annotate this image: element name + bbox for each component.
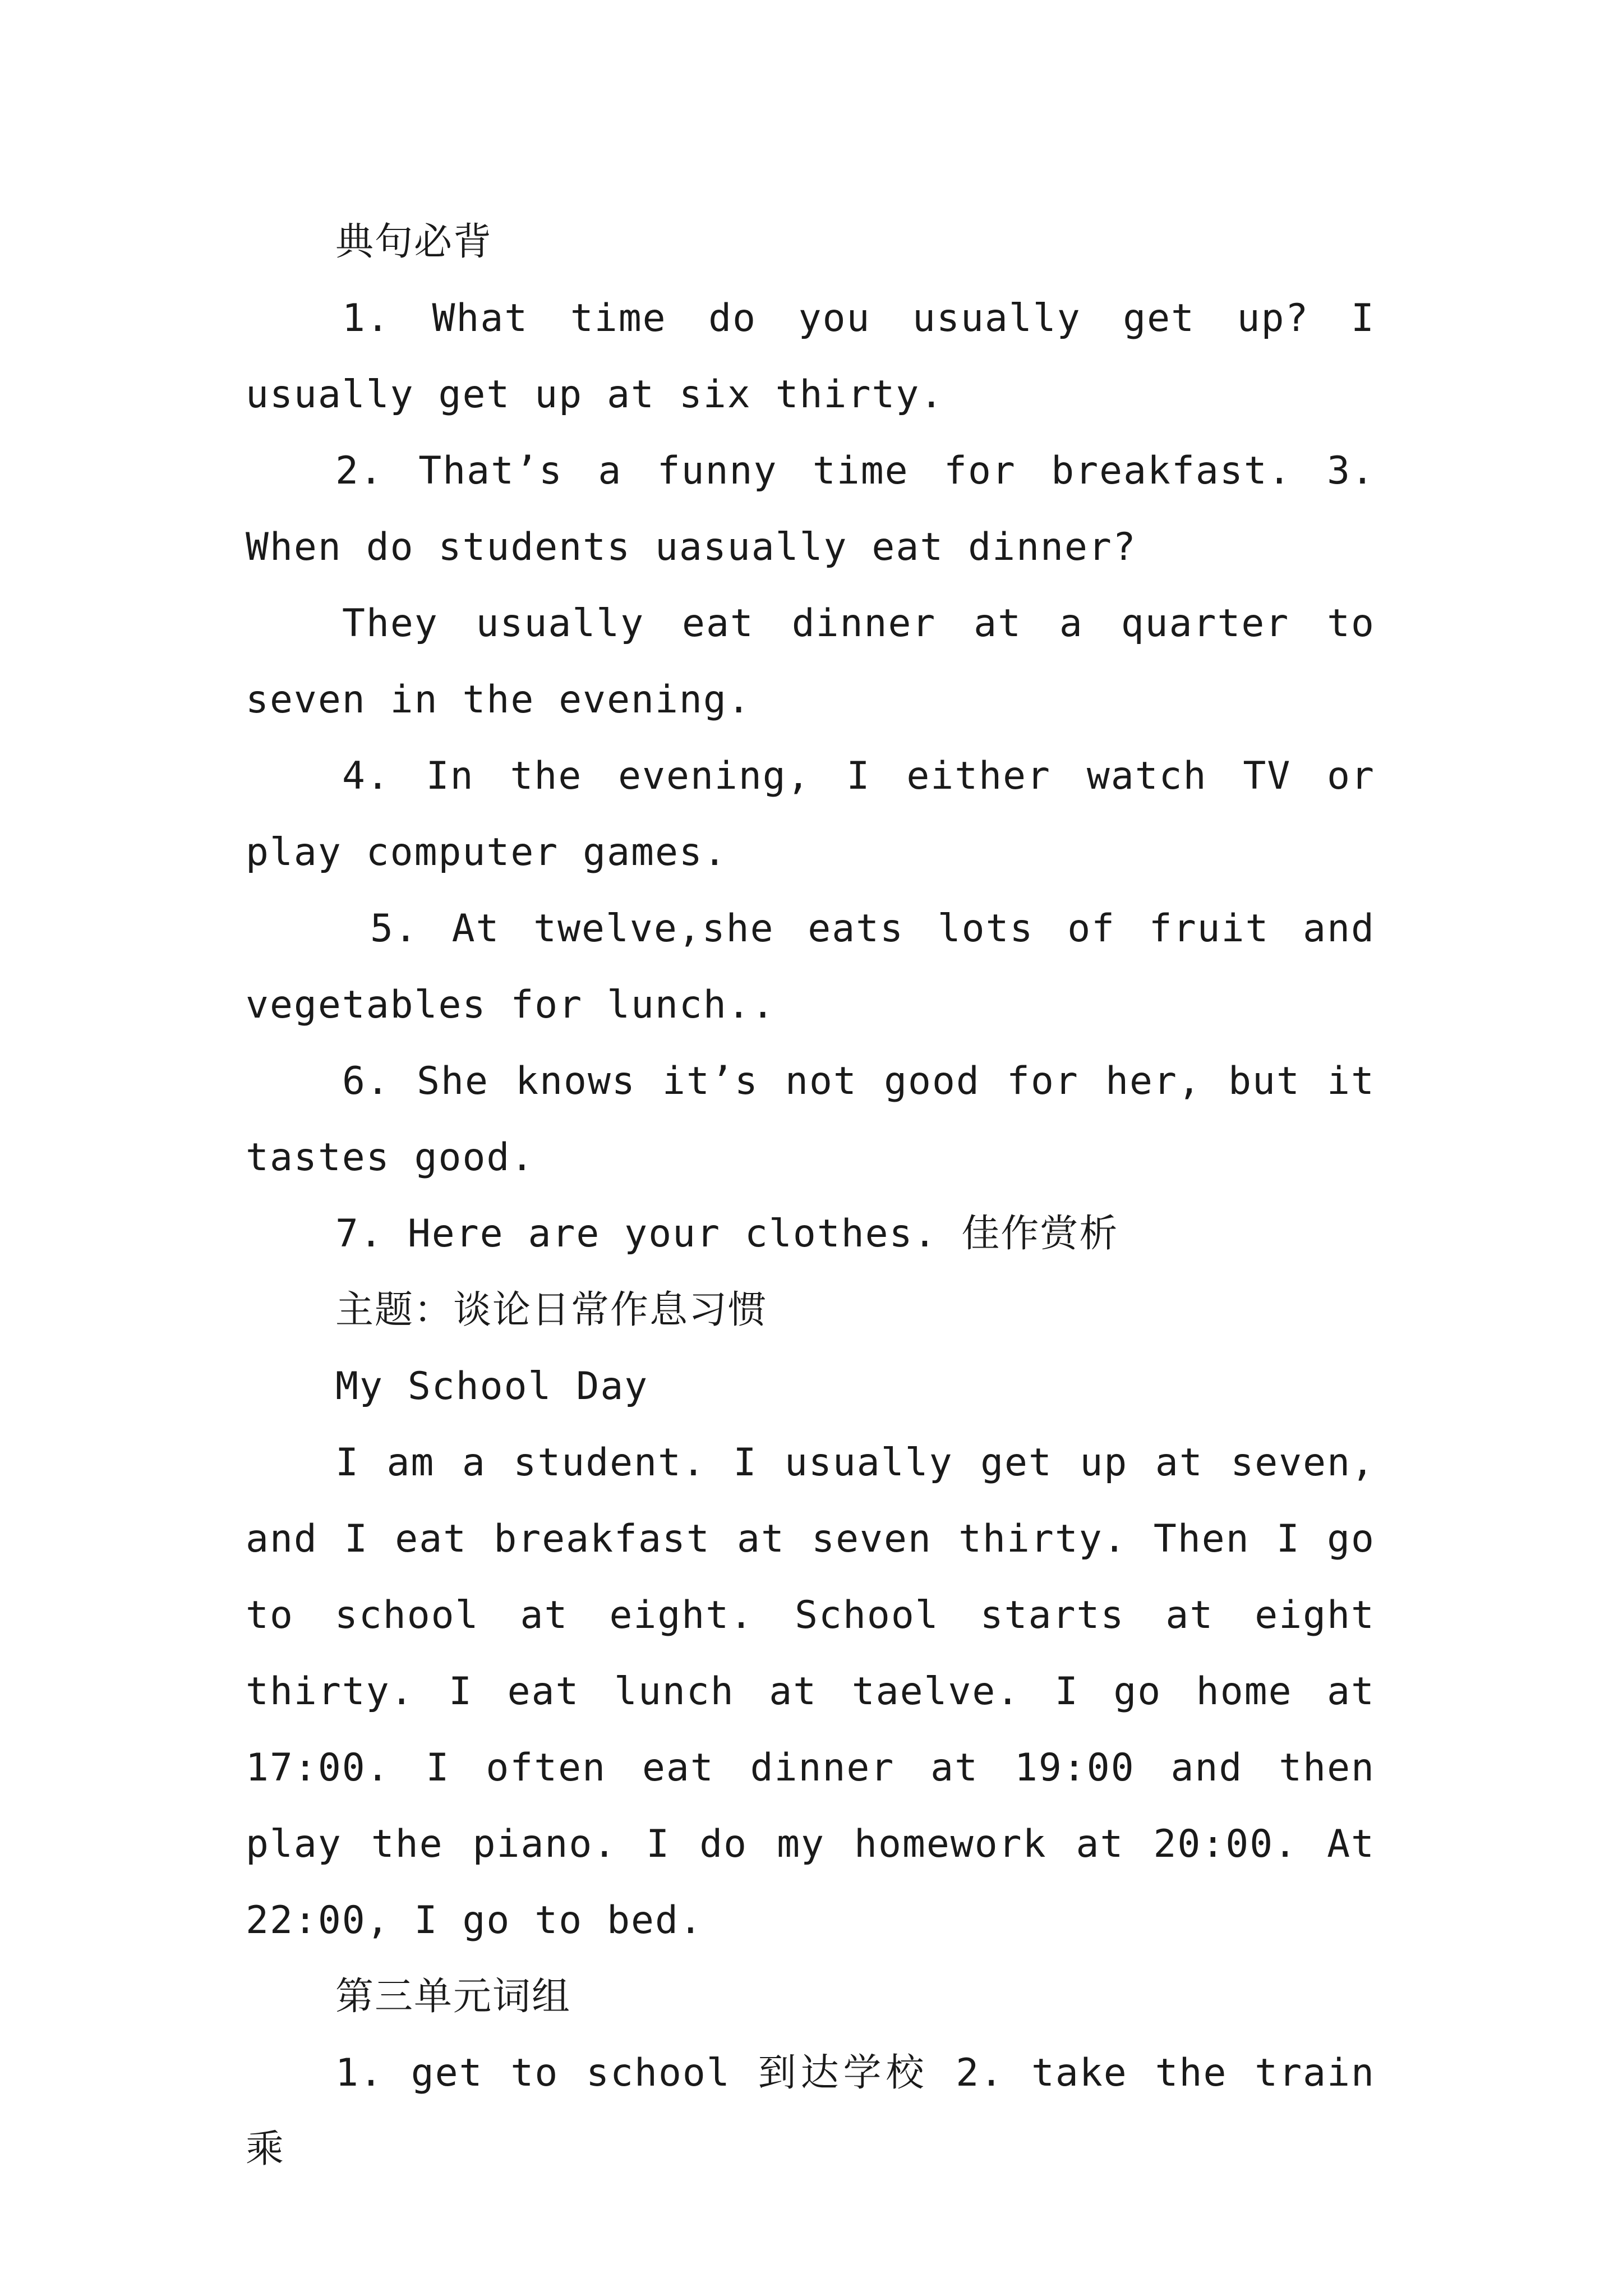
sentence-6: 6. She knows it’s not good for her, but it tastes good. [246,1059,1375,1180]
theme-line: 主题：谈论日常作息习惯 [335,1288,768,1332]
unit-heading: 第三单元词组 [335,1975,571,2019]
essay-body: I am a student. I usually get up at seven, and I eat breakfast at seven thirty. Then I go to school at eight. School starts at eight thirty. I eat lunch at taelve. I go home at 17:00. I often eat dinner at 19:00 and then play the piano. I do my homework at 20:00. At 22:00, I go to bed. [246,1441,1375,1943]
sentence-5: 5. At twelve,she eats lots of fruit and vegetables for lunch.. [246,907,1375,1027]
document-body [246,204,1375,2188]
essay-title: My School Day [335,1364,649,1409]
sentence-2-3: 2. That’s a funny time for breakfast. 3. When do students uasually eat dinner? [246,449,1375,569]
sentence-1: 1. What time do you usually get up? I usually get up at six thirty. [246,296,1375,417]
section-title: 典句必背 [335,220,493,264]
sentence-3-answer: They usually eat dinner at a quarter to seven in the evening. [246,601,1375,722]
sentence-7: 7. Here are your clothes. 佳作赏析 [335,1212,1119,1256]
sentence-4: 4. In the evening, I either watch TV or play computer games. [246,754,1375,875]
phrases-line: 1. get to school 到达学校 2. take the train 乘 [246,2051,1375,2171]
